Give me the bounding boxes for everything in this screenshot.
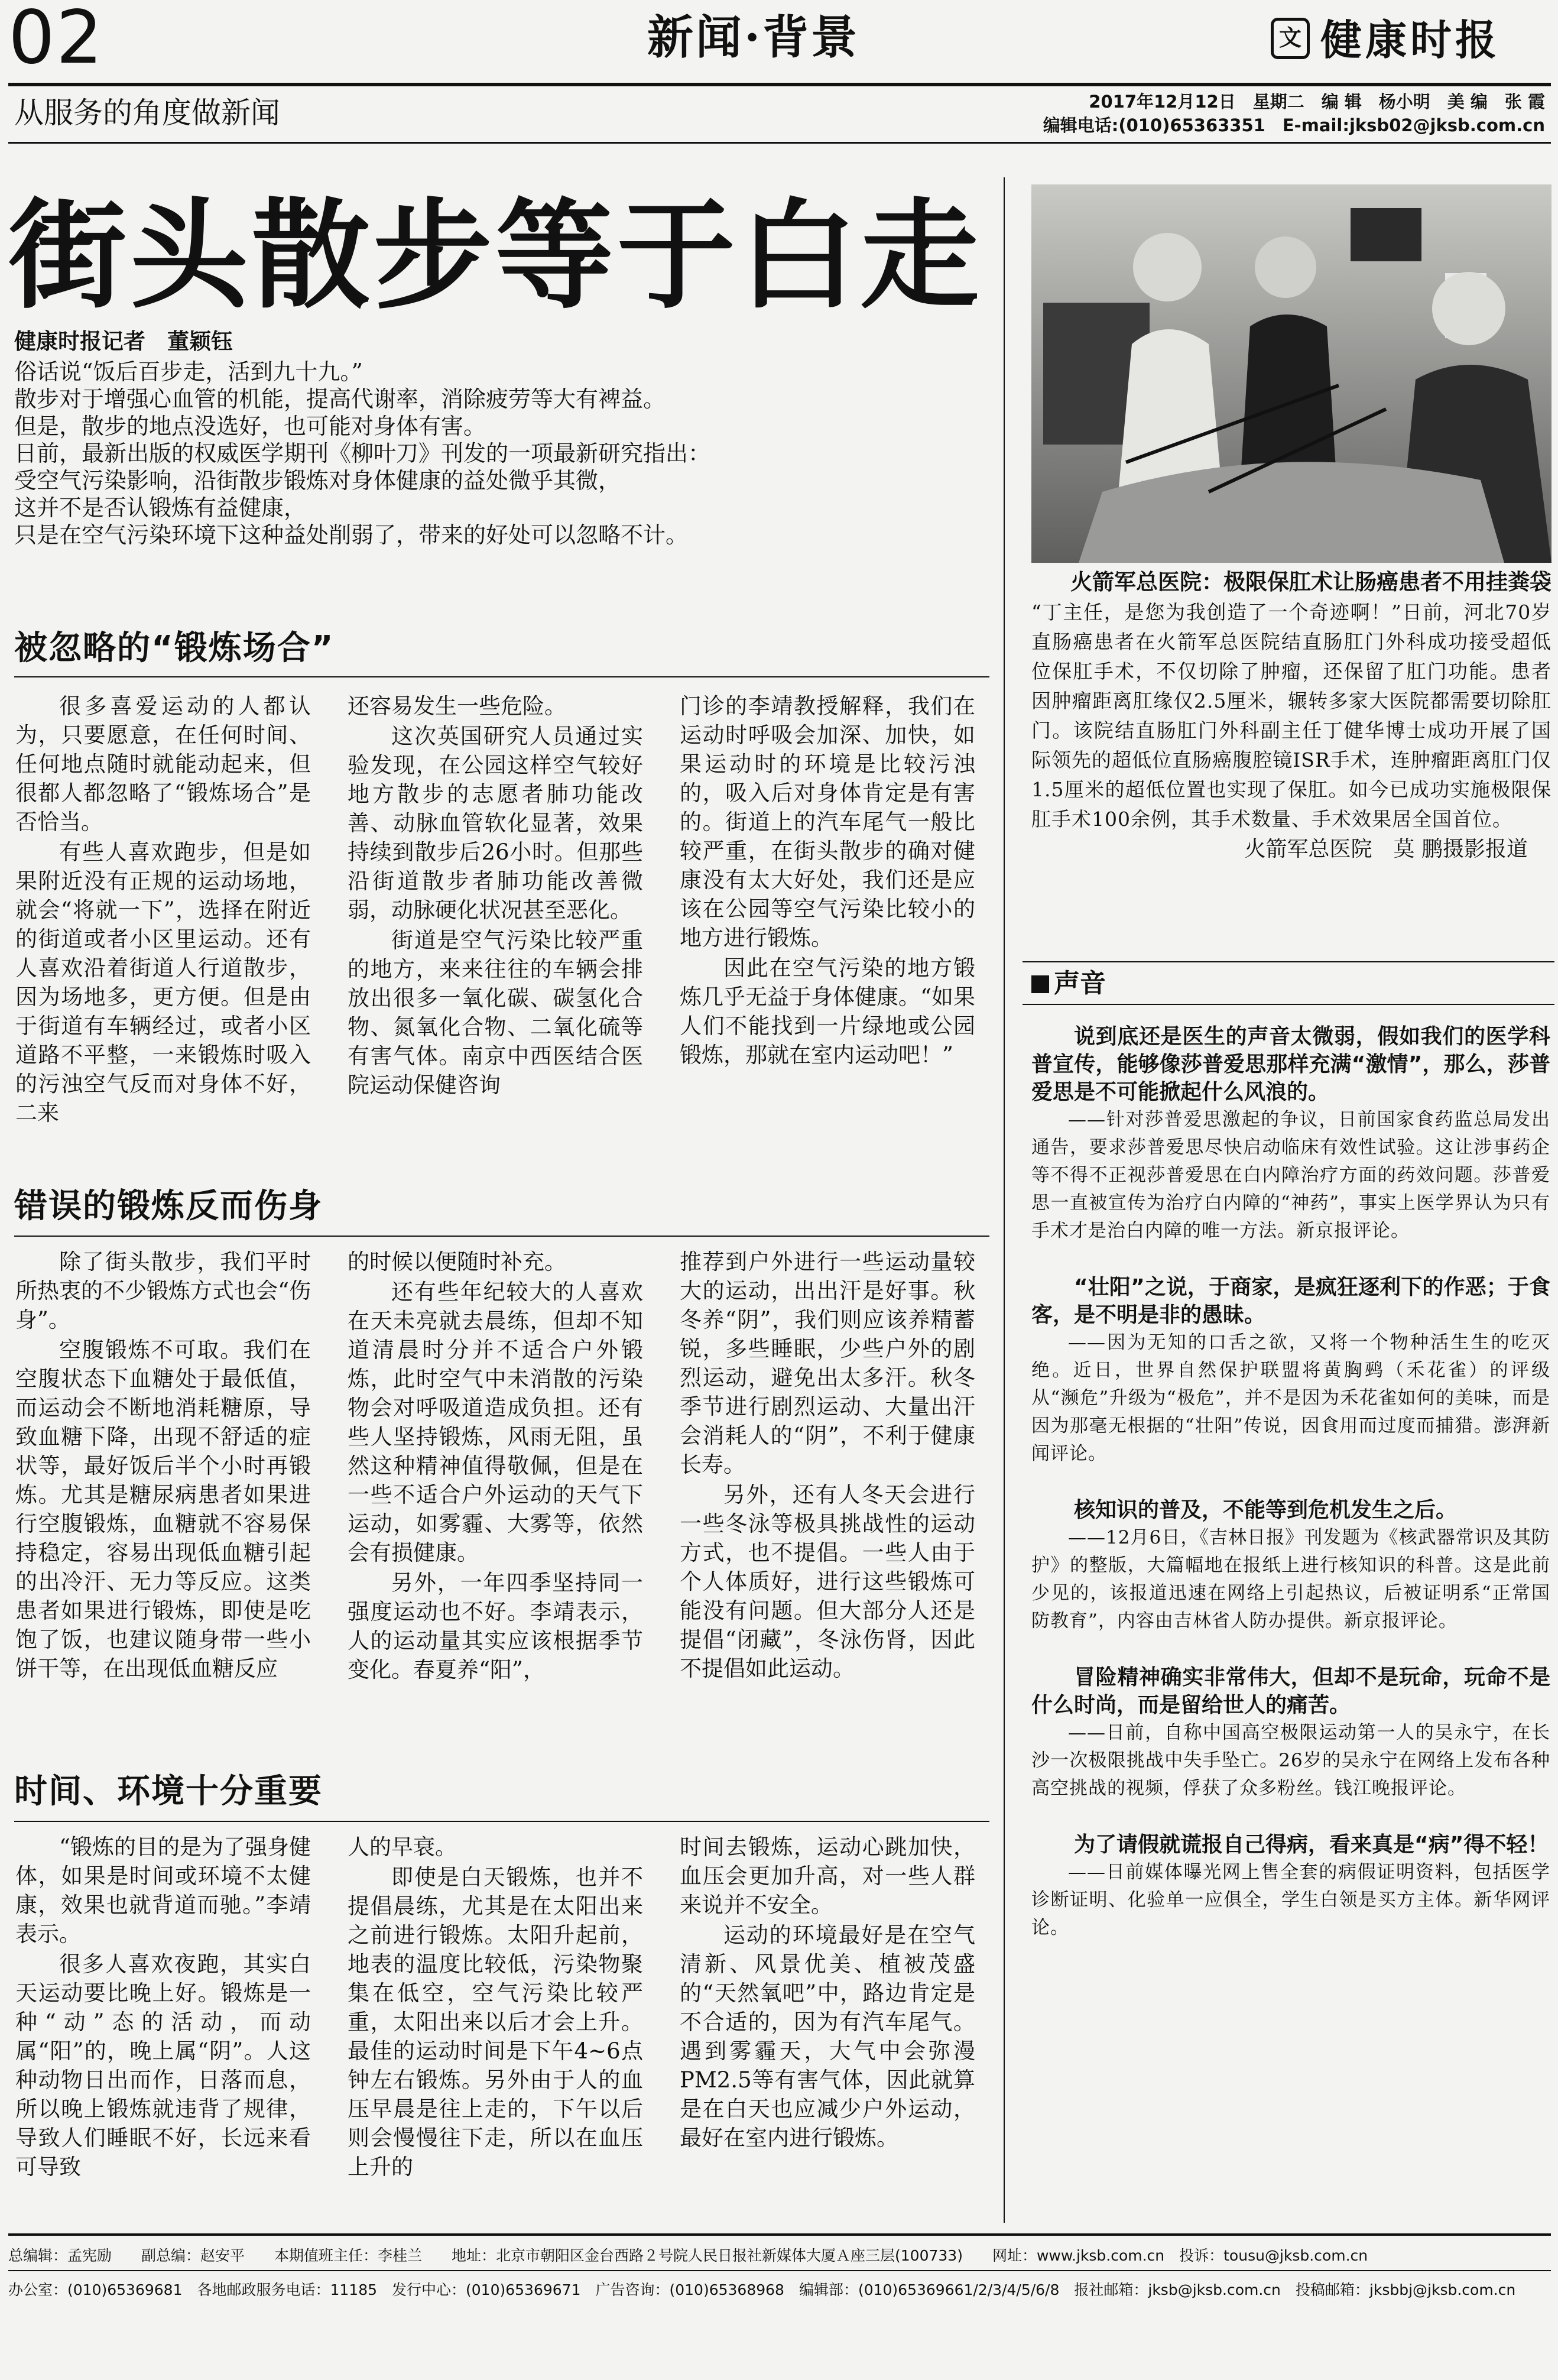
photo-news-title: 火箭军总医院：极限保肛术让肠癌患者不用挂粪袋	[1070, 569, 1551, 595]
logo-text: 健康时报	[1320, 15, 1500, 64]
masthead-rule	[8, 83, 1551, 86]
voice-heading-rule	[1023, 1004, 1554, 1005]
contact-line: 编辑电话:(010)65363351 E-mail:jksb02@jksb.com.cn	[1043, 115, 1545, 135]
voice-list	[1031, 1023, 1550, 1942]
lead-line: 只是在空气污染环境下这种益处削弱了，带来的好处可以忽略不计。	[14, 522, 689, 548]
voice-item	[1031, 1831, 1550, 1942]
footer-line: 总编辑：孟宪励 副总编：赵安平 本期值班主任：李桂兰 地址：北京市朝阳区金台西路２号院人民日报社新媒体大厦Ａ座三层(100733) 网址：www.jksb.com.cn 投诉：tousu@jksb.com.cn	[8, 2247, 1368, 2264]
voice-headline: “壮阳”之说，于商家，是疯狂逐利下的作恶；于食客，是不明是非的愚昧。	[1031, 1275, 1550, 1327]
article-column	[680, 1247, 975, 1684]
paragraph: 的时候以便随时补充。	[348, 1249, 566, 1275]
lead-line: 散步对于增强心血管的机能，提高代谢率，消除疲劳等大有裨益。	[14, 386, 666, 412]
article-lead	[14, 358, 995, 549]
paragraph: 还容易发生一些危险。	[348, 693, 566, 719]
paragraph: 另外，还有人冬天会进行一些冬泳等极具挑战性的运动方式，也不提倡。一些人由于个人体质好，进行这些锻炼可能没有问题。但大部分人还是提倡“闭藏”，冬泳伤肾，因此不提倡如此运动。	[680, 1482, 975, 1681]
voice-headline: 核知识的普及，不能等到危机发生之后。	[1074, 1498, 1458, 1522]
paragraph: “锻炼的目的是为了强身健体，如果是时间或环境不太健康，效果也就背道而驰。”李靖表示。	[15, 1834, 311, 1947]
voice-headline: 说到底还是医生的声音太微弱，假如我们的医学科普宣传，能够像莎普爱思那样充满“激情”，那么，莎普爱思是不可能掀起什么风浪的。	[1031, 1024, 1550, 1104]
section-heading: 错误的锻炼反而伤身	[14, 1187, 323, 1225]
article-column	[348, 1833, 643, 2183]
photo-news-text	[1031, 568, 1551, 834]
logo-mark-icon: 文	[1271, 18, 1310, 59]
section-heading: 时间、环境十分重要	[14, 1772, 323, 1811]
paragraph: 空腹锻炼不可取。我们在空腹状态下血糖处于最低值，而运动会不断地消耗糖原，导致血糖下降，出现不舒适的症状等，最好饭后半个小时再锻炼。尤其是糖尿病患者如果进行空腹锻炼，血糖就不容易保持稳定，容易出现低血糖引起的出冷汗、无力等反应。这类患者如果进行锻炼，即使是吃饱了饭，也建议随身带一些小饼干等，在出现低血糖反应	[15, 1337, 311, 1681]
paragraph: 很多喜爱运动的人都认为，只要愿意，在任何时间、任何地点随时就能动起来，但很都人都忽略了“锻炼场合”是否恰当。	[15, 693, 311, 835]
article-headline: 街头散步等于白走	[8, 186, 983, 325]
lead-line: 但是，散步的地点没选好，也可能对身体有害。	[14, 413, 486, 439]
paragraph: 即使是白天锻炼，也并不提倡晨练，尤其是在太阳出来之前进行锻炼。太阳升起前，地表的温度比较低，污染物聚集在低空，空气污染比较严重，太阳出来以后才会上升。最佳的运动时间是下午4~6点钟左右锻炼。另外由于人的血压早晨是往上走的，下午以后则会慢慢往下走，所以在血压上升的	[348, 1865, 643, 2180]
voice-top-rule	[1023, 961, 1554, 962]
lead-line: 受空气污染影响，沿街散步锻炼对身体健康的益处微乎其微，	[14, 468, 621, 494]
paragraph: 有些人喜欢跑步，但是如果附近没有正规的运动场地，就会“将就一下”，选择在附近的街道或者小区里运动。还有人喜欢沿着街道人行道散步，因为场地多，更方便。但是由于街道有车辆经过，或者小区道路不平整，一来锻炼时吸入的污浊空气反而对身体不好，二来	[15, 839, 311, 1126]
voice-item	[1031, 1496, 1550, 1635]
voice-body: ——因为无知的口舌之欲，又将一个物种活生生的吃灭绝。近日，世界自然保护联盟将黄胸鹀（禾花雀）的评级从“濒危”升级为“极危”，并不是因为禾花雀如何的美味，而是因为那毫无根据的“壮阳”传说，因食用而过度而捕猎。澎湃新闻评论。	[1031, 1332, 1550, 1464]
column-divider	[1004, 177, 1005, 2223]
page-number: 02	[8, 0, 104, 80]
section-heading: 被忽略的“锻炼场合”	[14, 629, 335, 667]
paragraph: 门诊的李靖教授解释，我们在运动时呼吸会加深、加快，如果运动时的环境是比较污浊的，吸入后对身体肯定是有害的。街道上的汽车尾气一般比较严重，在街头散步的确对健康没有太大好处，我们还是应该在公园等空气污染比较小的地方进行锻炼。	[680, 693, 975, 951]
paragraph: 运动的环境最好是在空气清新、风景优美、植被茂盛的“天然氧吧”中，路边肯定是不合适的，因为有汽车尾气。遇到雾霾天，大气中会弥漫PM2.5等有害气体，因此就算是在白天也应减少户外运动，最好在室内进行锻炼。	[680, 1922, 975, 2151]
paragraph: 很多人喜欢夜跑，其实白天运动要比晚上好。锻炼是一种“动”态的活动，而动属“阳”的，晚上属“阴”。人这种动物日出而作，日落而息，所以晚上锻炼就违背了规律，导致人们睡眠不好，长远来看可导致	[15, 1951, 311, 2180]
paragraph: 除了街头散步，我们平时所热衷的不少锻炼方式也会“伤身”。	[15, 1249, 311, 1332]
article-byline: 健康时报记者 董颖钰	[14, 329, 233, 354]
photo-news-body: “丁主任，是您为我创造了一个奇迹啊！”日前，河北70岁直肠癌患者在火箭军总医院结直肠肛门外科成功接受超低位保肛手术，不仅切除了肿瘤，还保留了肛门功能。患者因肿瘤距离肛缘仅2.5厘米，辗转多家大医院都需要切除肛门。该院结直肠肛门外科副主任丁健华博士成功开展了国际领先的超低位直肠癌腹腔镜ISR手术，连肿瘤距离肛门仅1.5厘米的超低位置也实现了保肛。如今已成功实施极限保肛手术100余例，其手术数量、手术效果居全国首位。	[1031, 601, 1551, 831]
article-column	[680, 1833, 975, 2154]
slogan: 从服务的角度做新闻	[14, 96, 280, 130]
square-bullet-icon	[1031, 975, 1049, 993]
article-column	[348, 1247, 643, 1685]
paragraph: 还有些年纪较大的人喜欢在天未亮就去晨练，但却不知道清晨时分并不适合户外锻炼，此时空气中未消散的污染物会对呼吸道造成负担。还有些人坚持锻炼，风雨无阻，虽然这种精神值得敬佩，但是在一些不适合户外运动的天气下运动，如雾霾、大雾等，依然会有损健康。	[348, 1279, 643, 1565]
paragraph: 时间去锻炼，运动心跳加快，血压会更加升高，对一些人群来说并不安全。	[680, 1834, 975, 1918]
article-column	[15, 692, 311, 1129]
paragraph: 另外，一年四季坚持同一强度运动也不好。李靖表示，人的运动量其实应该根据季节变化。春夏养“阳”，	[348, 1570, 643, 1682]
photo-news	[1031, 568, 1551, 865]
section-rule	[14, 1236, 989, 1237]
voice-heading-label: 声音	[1054, 968, 1106, 998]
article-column	[15, 1247, 311, 1684]
lead-line: 日前，最新出版的权威医学期刊《柳叶刀》刊发的一项最新研究指出：	[14, 440, 711, 466]
voice-body: ——针对莎普爱思激起的争议，日前国家食药监总局发出通告，要求莎普爱思尽快启动临床有效性试验。这让涉事药企等不得不正视莎普爱思在白内障治疗方面的药效问题。莎普爱思一直被宣传为治疗白内障的“神药”，事实上医学界认为只有手术才是治白内障的唯一方法。新京报评论。	[1031, 1109, 1550, 1241]
section-rule	[14, 1821, 989, 1822]
paragraph: 推荐到户外进行一些运动量较大的运动，出出汗是好事。秋冬养“阴”，我们则应该养精蓄锐，多些睡眠，少些户外的剧烈运动，避免出太多汗。秋冬季节进行剧烈运动、大量出汗会消耗人的“阴”，不利于健康长寿。	[680, 1249, 975, 1477]
voice-headline: 冒险精神确实非常伟大，但却不是玩命，玩命不是什么时尚，而是留给世人的痛苦。	[1031, 1665, 1550, 1717]
voice-item	[1031, 1023, 1550, 1245]
article-column	[680, 692, 975, 1071]
newspaper-logo	[1271, 15, 1552, 65]
voice-heading	[1031, 966, 1106, 1001]
footer-rule	[8, 2233, 1551, 2236]
voice-item	[1031, 1273, 1550, 1468]
voice-body: ——日前媒体曝光网上售全套的病假证明资料，包括医学诊断证明、化验单一应俱全，学生白领是买方主体。新华网评论。	[1031, 1862, 1550, 1938]
section-title: 新闻·背景	[647, 11, 860, 64]
footer-mid-rule	[8, 2270, 1551, 2271]
paragraph: 因此在空气污染的地方锻炼几乎无益于身体健康。“如果人们不能找到一片绿地或公园锻炼，那就在室内运动吧！”	[680, 955, 975, 1068]
lead-line: 这并不是否认锻炼有益健康，	[14, 495, 307, 521]
surgery-photo	[1031, 184, 1551, 563]
article-column	[15, 1833, 311, 2183]
section-rule	[14, 676, 989, 677]
masthead-bottom-rule	[8, 142, 1551, 144]
voice-headline: 为了请假就谎报自己得病，看来真是“病”得不轻！	[1074, 1833, 1549, 1857]
voice-item	[1031, 1664, 1550, 1802]
surgery-photo-drawing	[1031, 184, 1551, 563]
footer-line: 办公室：(010)65369681 各地邮政服务电话：11185 发行中心：(010)65369671 广告咨询：(010)65368968 编辑部：(010)65369661/2/3/4/5/6/8 报社邮箱：jksb@jksb.com.cn 投稿邮箱：jksbbj@jksb.com.cn	[8, 2281, 1516, 2298]
paragraph: 街道是空气污染比较严重的地方，来来往往的车辆会排放出很多一氧化碳、碳氢化合物、氮氧化合物、二氧化硫等有害气体。南京中西医结合医院运动保健咨询	[348, 928, 643, 1098]
article-column	[348, 692, 643, 1101]
voice-body: ——12月6日，《吉林日报》刊发题为《核武器常识及其防护》的整版，大篇幅地在报纸上进行核知识的科普。这是此前少见的，该报道迅速在网络上引起热议，后被证明系“正常国防教育”，内容由吉林省人防办提供。新京报评论。	[1031, 1527, 1550, 1632]
paragraph: 人的早衰。	[348, 1834, 457, 1860]
paragraph: 这次英国研究人员通过实验发现，在公园这样空气较好地方散步的志愿者肺功能改善、动脉血管软化显著，效果持续到散步后26小时。但那些沿街道散步者肺功能改善微弱，动脉硬化状况甚至恶化。	[348, 724, 643, 923]
photo-credit: 火箭军总医院 莫 鹏摄影报道	[1244, 837, 1528, 861]
lead-line: 俗话说“饭后百步走，活到九十九。”	[14, 359, 363, 385]
voice-body: ——日前，自称中国高空极限运动第一人的吴永宁，在长沙一次极限挑战中失手坠亡。26岁的吴永宁在网络上发布各种高空挑战的视频，俘获了众多粉丝。钱江晚报评论。	[1031, 1722, 1550, 1799]
date-line: 2017年12月12日 星期二 编 辑 杨小明 美 编 张 霞	[1089, 92, 1545, 112]
